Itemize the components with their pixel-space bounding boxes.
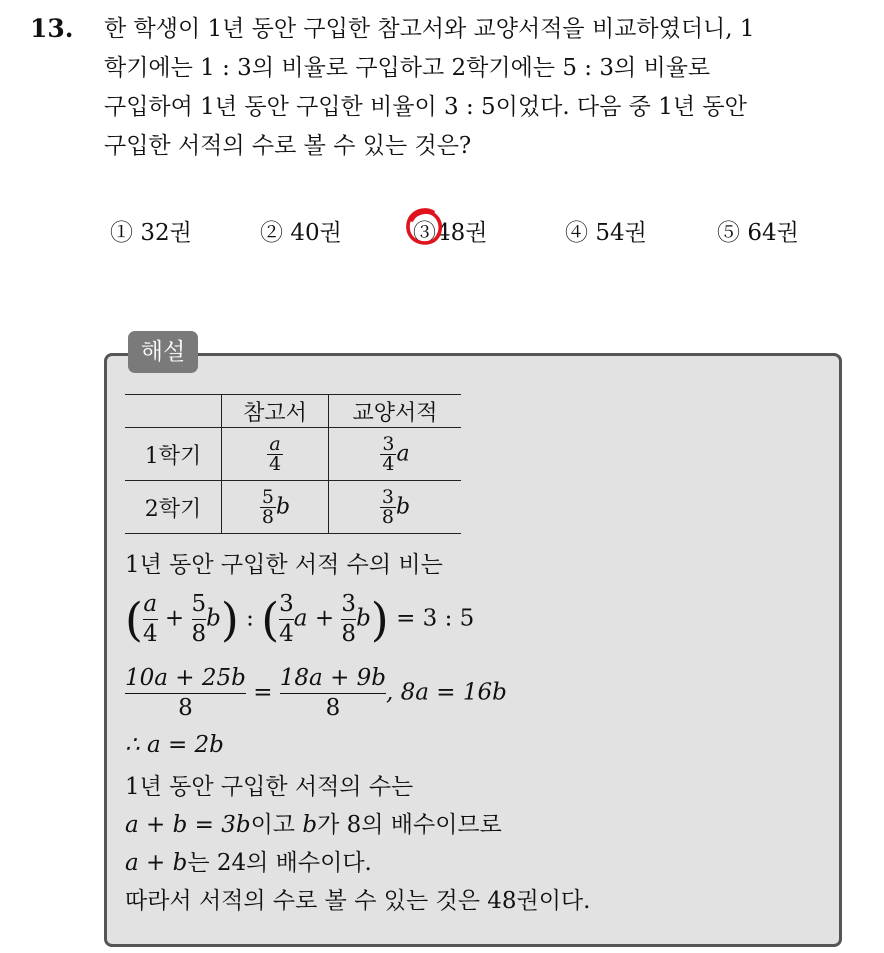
answer-circle-mark — [403, 206, 445, 248]
choice-label: 40권 — [290, 220, 342, 246]
var-b: b — [356, 605, 371, 632]
frac-num: a — [143, 591, 158, 617]
choice-label: 48권 — [436, 220, 488, 246]
equals-sign: = — [253, 679, 273, 706]
frac-num: 18a + 9b — [279, 665, 387, 691]
equation-rhs: = 3 : 5 — [396, 605, 475, 632]
question-line: 구입한 서적의 수로 볼 수 있는 것은? — [104, 133, 472, 159]
row-label: 1학기 — [125, 428, 222, 481]
choice-5[interactable] — [717, 214, 799, 247]
choice-1[interactable] — [110, 214, 192, 247]
frac-tail: b — [396, 494, 411, 519]
frac-den: 8 — [280, 693, 386, 723]
table-header-empty — [125, 395, 222, 428]
frac-den: 4 — [279, 620, 294, 647]
frac-den: 8 — [261, 505, 274, 528]
solution-line: 1년 동안 구입한 서적 수의 비는 — [125, 552, 443, 578]
paren-close: ) — [370, 592, 389, 647]
question-line: 학기에는 1 : 3의 비율로 구입하고 2학기에는 5 : 3의 비율로 — [104, 55, 711, 81]
plus-sign: + — [314, 605, 335, 632]
solution-badge: 해설 — [128, 331, 198, 373]
frac-num: a — [269, 432, 281, 455]
frac-num: 3 — [382, 432, 395, 455]
frac-den: 8 — [125, 693, 246, 723]
table-header: 교양서적 — [329, 395, 462, 428]
paren-open: ( — [261, 592, 280, 647]
solution-table — [125, 394, 461, 534]
choice-2[interactable] — [260, 214, 342, 247]
question-text — [104, 10, 864, 166]
table-row — [125, 481, 461, 534]
text-segment: 는 24의 배수이다. — [187, 850, 372, 876]
frac-den: 8 — [381, 505, 394, 528]
math-expression: a + b — [125, 850, 188, 876]
choice-label: 32권 — [140, 220, 192, 246]
solution-line — [125, 844, 372, 877]
frac-tail: b — [276, 494, 291, 519]
frac-den: 4 — [268, 452, 282, 475]
equation-rest: , 8a = 16b — [386, 679, 507, 706]
table-header: 참고서 — [222, 395, 329, 428]
table-cell — [329, 481, 462, 534]
frac-den: 8 — [341, 620, 357, 647]
choice-number: ③ — [413, 220, 436, 246]
frac-den: 4 — [142, 620, 158, 647]
choice-number: ④ — [565, 220, 588, 246]
math-expression: a + b = 3b — [125, 812, 251, 838]
answer-choices — [0, 214, 884, 254]
question-line: 한 학생이 1년 동안 구입한 참고서와 교양서적을 비교하였더니, 1 — [104, 16, 755, 42]
paren-close: ) — [220, 592, 239, 647]
table-cell — [222, 428, 329, 481]
var-b: b — [302, 812, 318, 838]
row-label: 2학기 — [125, 481, 222, 534]
question-line: 구입하여 1년 동안 구입한 비율이 3 : 5이었다. 다음 중 1년 동안 — [104, 94, 747, 120]
equation-linear — [125, 664, 507, 723]
choice-number: ② — [260, 220, 283, 246]
equation-result: ∴ a = 2b — [125, 732, 224, 758]
choice-number: ⑤ — [717, 220, 740, 246]
frac-num: 5 — [191, 591, 207, 617]
var-b: b — [206, 605, 221, 632]
table-row — [125, 428, 461, 481]
choice-3[interactable] — [413, 214, 488, 247]
frac-num: 3 — [381, 485, 394, 508]
frac-tail: a — [396, 441, 410, 466]
colon: : — [246, 605, 254, 632]
frac-den: 8 — [191, 620, 207, 647]
frac-num: 10a + 25b — [125, 665, 246, 691]
solution-line — [125, 806, 502, 839]
plus-sign: + — [164, 605, 185, 632]
text-segment: 이고 — [250, 812, 303, 838]
table-cell — [222, 481, 329, 534]
solution-line: 따라서 서적의 수로 볼 수 있는 것은 48권이다. — [125, 888, 591, 914]
paren-open: ( — [125, 592, 143, 647]
text-segment: 가 8의 배수이므로 — [317, 812, 502, 838]
choice-4[interactable] — [565, 214, 647, 247]
frac-num: 3 — [279, 591, 294, 617]
frac-num: 3 — [341, 591, 357, 617]
choice-number: ① — [110, 220, 133, 246]
table-cell — [329, 428, 462, 481]
choice-label: 64권 — [747, 220, 799, 246]
question-number: 13. — [30, 14, 74, 43]
var-a: a — [293, 605, 308, 632]
equation-ratio — [125, 590, 474, 649]
frac-den: 4 — [382, 452, 395, 475]
choice-label: 54권 — [595, 220, 647, 246]
frac-num: 5 — [261, 485, 274, 508]
solution-line: 1년 동안 구입한 서적의 수는 — [125, 774, 414, 800]
